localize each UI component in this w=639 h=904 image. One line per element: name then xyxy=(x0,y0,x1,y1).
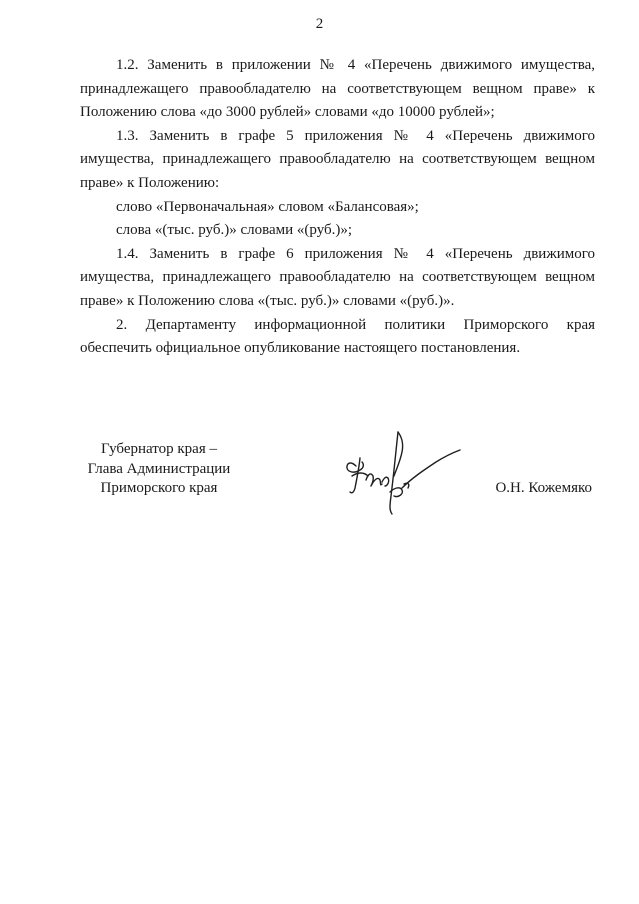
document-body xyxy=(80,54,595,361)
signer-title-line: Приморского края xyxy=(100,480,218,496)
paragraph-1-2: 1.2. Заменить в приложении № 4 «Перечень движимого имущества, принадлежащего правообладателю на соответствующем вещном праве» к Положению слова «до 3000 рублей» словами «до 10000 рублей»; xyxy=(80,57,595,121)
handwritten-signature xyxy=(338,422,464,518)
signer-title-line: Губернатор края – xyxy=(101,441,217,457)
paragraph-1-3-item-b: слова «(тыс. руб.)» словами «(руб.)»; xyxy=(116,222,353,239)
paragraph-1-3: 1.3. Заменить в графе 5 приложения № 4 «Перечень движимого имущества, принадлежащего правообладателю на соответствующем вещном праве» к Положению: xyxy=(80,127,595,191)
signer-name: О.Н. Кожемяко xyxy=(495,480,592,496)
paragraph-1-4: 1.4. Заменить в графе 6 приложения № 4 «Перечень движимого имущества, принадлежащего правообладателю на соответствующем вещном праве» к Положению слова «(тыс. руб.)» словами «(руб.)». xyxy=(80,245,595,309)
signature-block xyxy=(0,440,639,530)
signer-title xyxy=(78,440,240,499)
signer-title-line: Глава Администрации xyxy=(87,460,231,477)
paragraph-2: 2. Департаменту информационной политики Приморского края обеспечить официальное опубликование настоящего постановления. xyxy=(80,316,595,357)
paragraph-1-3-item-a: слово «Первоначальная» словом «Балансовая»; xyxy=(116,198,419,215)
page-number: 2 xyxy=(315,16,324,32)
